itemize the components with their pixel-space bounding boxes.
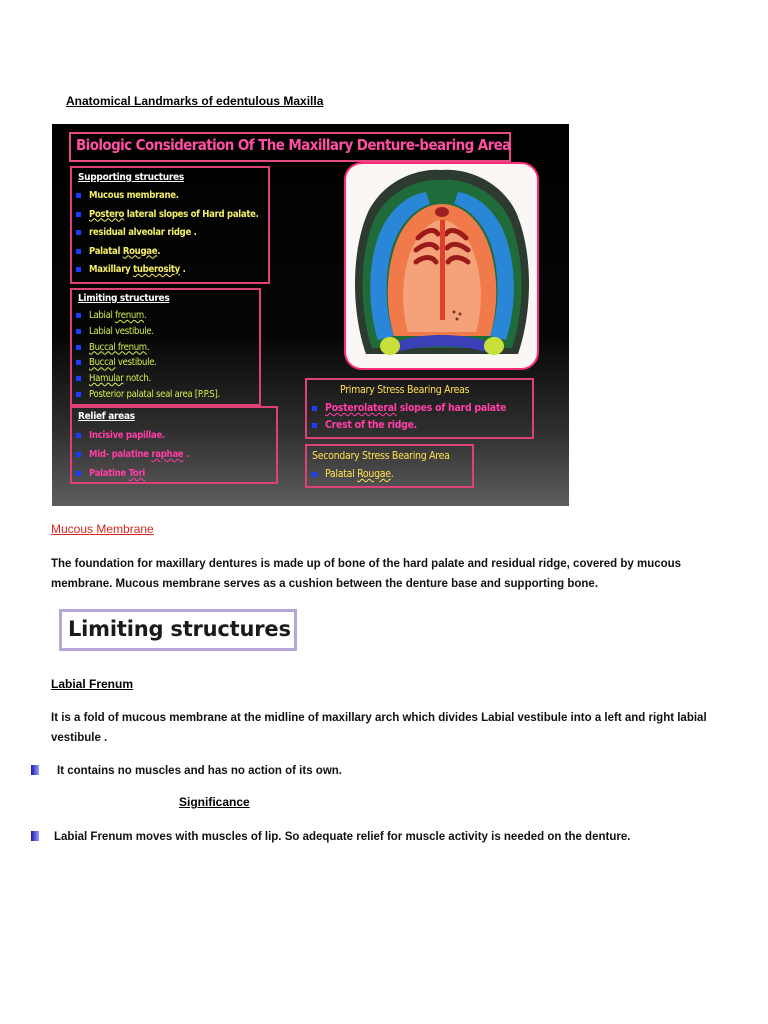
list-item: Posterolateral slopes of hard palate [312, 402, 506, 419]
slide-image [52, 124, 569, 506]
list-item: Palatal Rougae. [76, 246, 259, 265]
list-item: Buccal frenum. [76, 342, 220, 358]
list-item: Palatal Rougae. [312, 468, 394, 485]
list-item: Hamular notch. [76, 373, 220, 389]
limiting-structures-list [76, 310, 220, 405]
list-item: Labial vestibule. [76, 326, 220, 342]
bullet-icon [31, 831, 39, 841]
limiting-structures-heading: Limiting structures [78, 293, 170, 304]
significance-heading: Significance [179, 795, 250, 809]
list-item: Postero lateral slopes of Hard palate. [76, 209, 259, 228]
list-item: Crest of the ridge. [312, 419, 506, 436]
secondary-stress-heading: Secondary Stress Bearing Area [312, 450, 450, 462]
list-item: Incisive papillae. [76, 430, 189, 449]
list-item: Labial frenum. [76, 310, 220, 326]
slide-title: Biologic Consideration Of The Maxillary Denture-bearing Area [76, 136, 511, 154]
primary-stress-heading: Primary Stress Bearing Areas [340, 384, 470, 396]
relief-areas-list [76, 430, 189, 487]
list-item: Maxillary tuberosity . [76, 264, 259, 283]
list-item: Mucous membrane. [76, 190, 259, 209]
labial-frenum-heading: Labial Frenum [51, 677, 134, 691]
labial-frenum-bullet-1: It contains no muscles and has no action of its own. [57, 765, 342, 777]
list-item: Palatine Tori [76, 468, 189, 487]
supporting-structures-heading: Supporting structures [78, 172, 184, 183]
relief-areas-heading: Relief areas [78, 411, 135, 422]
primary-stress-list [312, 402, 506, 436]
limiting-structures-banner-text: Limiting structures [68, 617, 291, 641]
mucous-membrane-heading: Mucous Membrane [51, 522, 154, 536]
list-item: Posterior palatal seal area [P.P.S]. [76, 389, 220, 405]
labial-frenum-paragraph: It is a fold of mucous membrane at the midline of maxillary arch which divides Labial vestibule into a left and right labial vestibule . [51, 712, 707, 744]
bullet-icon [31, 765, 39, 775]
document-title: Anatomical Landmarks of edentulous Maxilla [66, 94, 324, 108]
labial-frenum-bullet-2: Labial Frenum moves with muscles of lip. So adequate relief for muscle activity is needed on the denture. [54, 831, 631, 843]
list-item: Mid- palatine raphae . [76, 449, 189, 468]
list-item: Buccal vestibule. [76, 357, 220, 373]
secondary-stress-list [312, 468, 394, 485]
list-item: residual alveolar ridge . [76, 227, 259, 246]
mucous-membrane-paragraph: The foundation for maxillary dentures is made up of bone of the hard palate and residual ridge, covered by mucous membrane. Mucous membrane serves as a cushion between the denture base and supporting bone. [51, 558, 682, 590]
maxillary-denture-illustration [346, 164, 537, 368]
supporting-structures-list [76, 190, 259, 283]
denture-photo [344, 162, 539, 370]
